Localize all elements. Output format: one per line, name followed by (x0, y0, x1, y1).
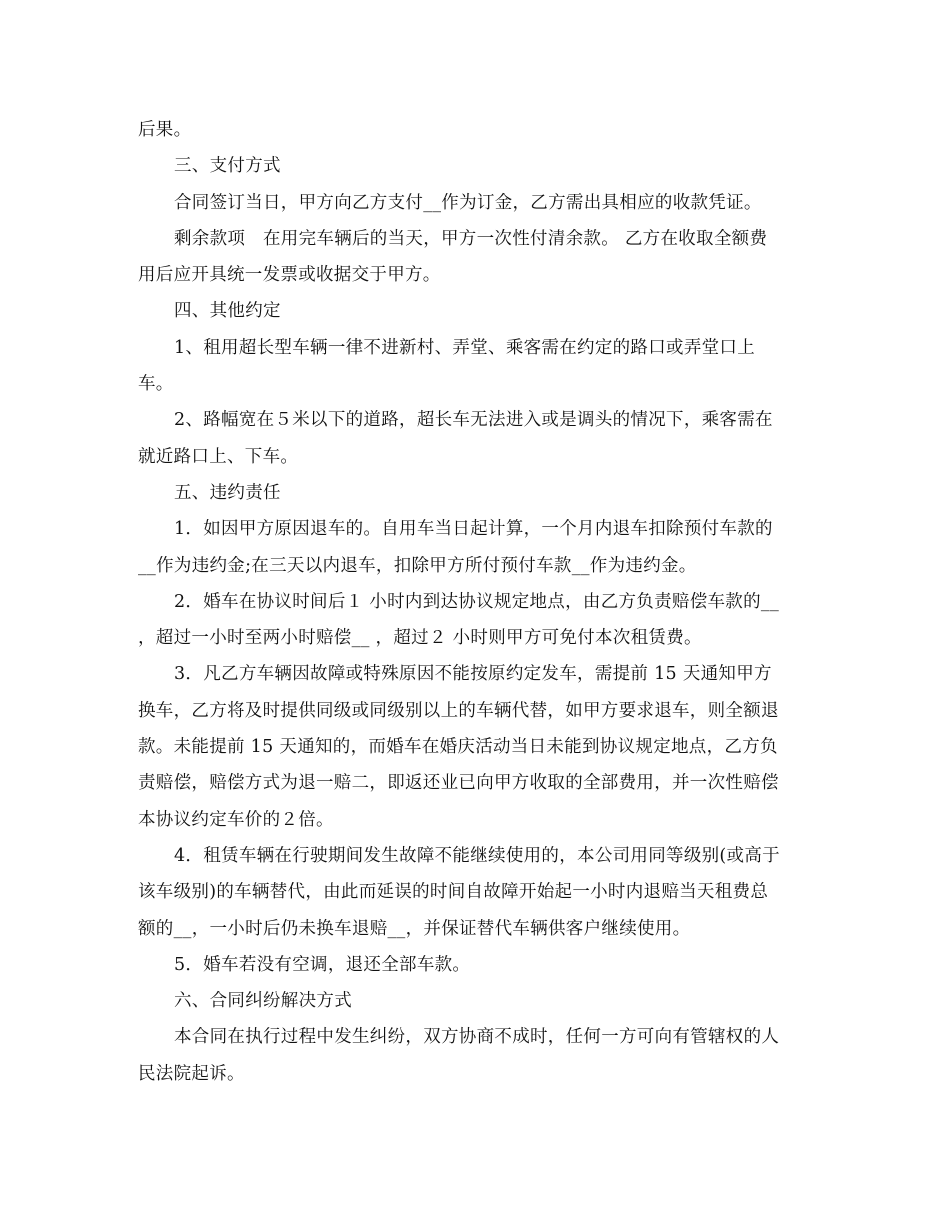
text-line: 就近路口上、下车。 (138, 446, 299, 467)
paragraph-p3 (138, 185, 814, 221)
text-line: 责赔偿，赔偿方式为退一赔二，即返还业已向甲方收取的全部费用，并一次性赔偿 (138, 773, 779, 794)
text-line: 民法院起诉。 (138, 1063, 245, 1084)
text-line: 本合同在执行过程中发生纠纷，双方协商不成时，任何一方可向有管辖权的人 (174, 1027, 780, 1048)
text-line: 四、其他约定 (174, 301, 281, 322)
text-line: 款。未能提前 15 天通知的，而婚车在婚庆活动当日未能到协议规定地点，乙方负 (138, 737, 778, 758)
paragraph-p7 (138, 402, 814, 475)
text-line: 额的__，一小时后仍未换车退赔__，并保证替代车辆供客户继续使用。 (138, 918, 691, 939)
paragraph-p10 (138, 584, 814, 657)
text-line: 合同签订当日，甲方向乙方支付__作为订金，乙方需出具相应的收款凭证。 (174, 192, 762, 213)
paragraph-p12 (138, 838, 814, 947)
paragraph-p9 (138, 511, 814, 584)
text-line: 换车，乙方将及时提供同级或同级别以上的车辆代替，如甲方要求退车，则全额退 (138, 700, 779, 721)
text-line: 3．凡乙方车辆因故障或特殊原因不能按原约定发车，需提前 15 天通知甲方 (174, 664, 772, 685)
paragraph-p2 (138, 148, 814, 184)
paragraph-p11 (138, 656, 814, 837)
text-line: 三、支付方式 (174, 156, 281, 177)
paragraph-p4 (138, 221, 814, 294)
document-body (138, 112, 814, 1092)
paragraph-p14 (138, 983, 814, 1019)
text-line: 用后应开具统一发票或收据交于甲方。 (138, 265, 441, 286)
paragraph-p13 (138, 947, 814, 983)
text-line: 2、路幅宽在５米以下的道路，超长车无法进入或是调头的情况下，乘客需在 (174, 410, 773, 431)
paragraph-p5 (138, 293, 814, 329)
text-line: 车。 (138, 374, 174, 395)
text-line: 5．婚车若没有空调，退还全部车款。 (174, 954, 471, 975)
text-line: ，超过一小时至两小时赔偿__ ，超过２ 小时则甲方可免付本次租赁费。 (138, 628, 702, 649)
text-line: 4．租赁车辆在行驶期间发生故障不能继续使用的，本公司用同等级别(或高于 (174, 845, 780, 866)
paragraph-p1 (138, 112, 814, 148)
text-line: 后果。 (138, 120, 192, 140)
text-line: __作为违约金;在三天以内退车，扣除甲方所付预付车款__作为违约金。 (138, 555, 697, 576)
paragraph-p8 (138, 475, 814, 511)
text-line: 1．如因甲方原因退车的。自用车当日起计算，一个月内退车扣除预付车款的 (174, 519, 773, 540)
paragraph-p15 (138, 1019, 814, 1092)
paragraph-p6 (138, 330, 814, 403)
text-line: 1、租用超长型车辆一律不进新村、弄堂、乘客需在约定的路口或弄堂口上 (174, 337, 756, 358)
text-line: 五、违约责任 (174, 482, 281, 503)
text-line: 该车级别)的车辆替代，由此而延误的时间自故障开始起一小时内退赔当天租费总 (138, 882, 769, 903)
text-line: 2．婚车在协议时间后１ 小时内到达协议规定地点，由乙方负责赔偿车款的__ (174, 591, 779, 612)
text-line: 剩余款项 在用完车辆后的当天，甲方一次性付清余款。 乙方在收取全额费 (174, 228, 768, 249)
text-line: 六、合同纠纷解决方式 (174, 991, 352, 1012)
text-line: 本协议约定车价的２倍。 (138, 809, 334, 830)
